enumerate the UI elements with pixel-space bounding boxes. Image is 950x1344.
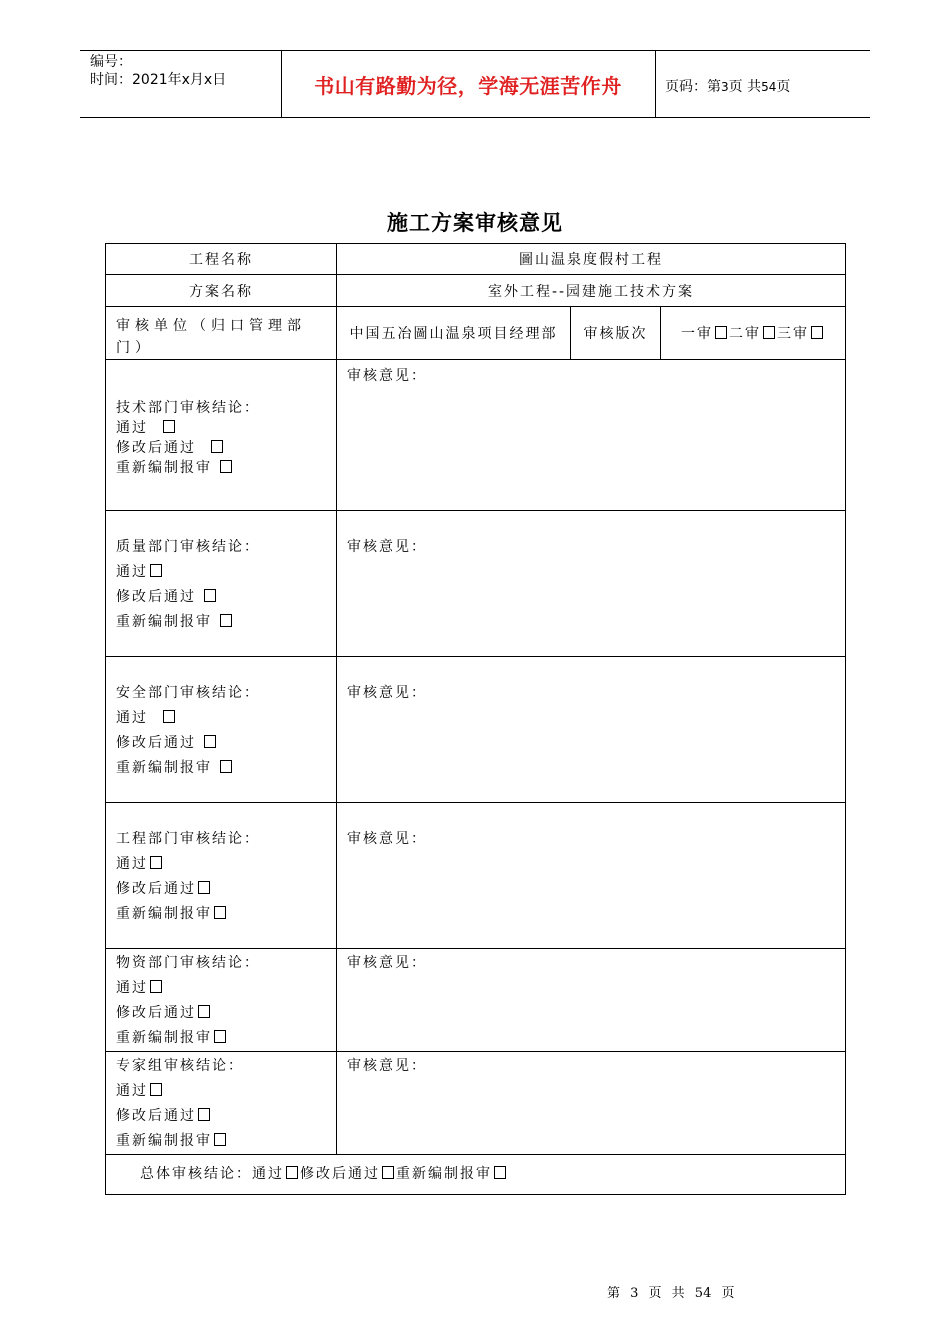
expert-modify-checkbox[interactable] [198, 1108, 210, 1121]
review-unit-label: 审核单位（归口管理部门） [106, 307, 337, 360]
tech-opinion-cell[interactable] [337, 360, 846, 511]
header-motto: 书山有路勤为径，学海无涯苦作舟 [314, 74, 622, 98]
page-current: 3 [721, 80, 729, 94]
summary-label: 总体审核结论： [140, 1166, 252, 1182]
header-top-rule [80, 50, 870, 51]
page-total: 54 [761, 80, 777, 94]
safety-pass-label: 通过 [116, 710, 148, 726]
materials-redo-label: 重新编制报审 [116, 1030, 212, 1046]
expert-group-label: 专家组审核结论： [116, 1058, 244, 1074]
plan-name-label: 方案名称 [106, 275, 337, 307]
expert-pass-label: 通过 [116, 1083, 148, 1099]
page-prefix: 页码：第 [665, 79, 721, 95]
time-label: 时间：2021年x月x日 [90, 72, 227, 88]
safety-redo-label: 重新编制报审 [116, 760, 212, 776]
quality-dept-label: 质量部门审核结论： [116, 539, 260, 555]
safety-redo-checkbox[interactable] [220, 760, 232, 773]
expert-opinion-cell[interactable] [337, 1052, 846, 1155]
engineering-redo-label: 重新编制报审 [116, 906, 212, 922]
expert-group-conclusion [106, 1052, 337, 1155]
tech-pass-checkbox[interactable] [163, 420, 175, 433]
row-project-name [106, 244, 846, 275]
expert-pass-checkbox[interactable] [150, 1083, 162, 1096]
engineering-opinion-label: 审核意见： [347, 831, 427, 847]
row-review-unit [106, 307, 846, 360]
safety-pass-checkbox[interactable] [163, 710, 175, 723]
engineering-redo-checkbox[interactable] [214, 906, 226, 919]
header-bottom-rule [80, 117, 870, 118]
header-meta [90, 53, 226, 89]
tech-modify-checkbox[interactable] [211, 440, 223, 453]
expert-redo-label: 重新编制报审 [116, 1133, 212, 1149]
engineering-dept-conclusion [106, 803, 337, 949]
project-name-value: 圖山温泉度假村工程 [337, 244, 846, 275]
overall-summary-cell [106, 1155, 846, 1195]
row-tech-dept [106, 360, 846, 511]
version-options [661, 307, 846, 360]
tech-redo-checkbox[interactable] [220, 460, 232, 473]
row-materials-dept [106, 949, 846, 1052]
engineering-pass-label: 通过 [116, 856, 148, 872]
row-expert-group [106, 1052, 846, 1155]
quality-pass-checkbox[interactable] [150, 564, 162, 577]
safety-opinion-label: 审核意见： [347, 685, 427, 701]
summary-modify-checkbox[interactable] [382, 1166, 394, 1179]
row-plan-name [106, 275, 846, 307]
version-option-1: 一审 [681, 326, 713, 342]
number-label: 编号： [90, 54, 132, 70]
summary-pass-label: 通过 [252, 1166, 284, 1182]
materials-dept-label: 物资部门审核结论： [116, 955, 260, 971]
safety-opinion-cell[interactable] [337, 657, 846, 803]
materials-pass-label: 通过 [116, 980, 148, 996]
engineering-pass-checkbox[interactable] [150, 856, 162, 869]
page-suffix: 页 [776, 79, 791, 95]
project-name-label: 工程名称 [106, 244, 337, 275]
version-2-checkbox[interactable] [763, 326, 775, 339]
safety-dept-label: 安全部门审核结论： [116, 685, 260, 701]
quality-dept-conclusion [106, 511, 337, 657]
header-page-number [665, 76, 790, 96]
review-form-table [105, 243, 846, 1195]
document-title: 施工方案审核意见 [387, 210, 563, 235]
tech-pass-label: 通过 [116, 420, 148, 436]
plan-name-value: 室外工程--园建施工技术方案 [337, 275, 846, 307]
engineering-dept-label: 工程部门审核结论： [116, 831, 260, 847]
review-unit-value: 中国五冶圖山温泉项目经理部 [337, 307, 571, 360]
materials-modify-checkbox[interactable] [198, 1005, 210, 1018]
quality-modify-label: 修改后通过 [116, 589, 196, 605]
safety-modify-checkbox[interactable] [204, 735, 216, 748]
version-1-checkbox[interactable] [715, 326, 727, 339]
version-option-2: 二审 [729, 326, 761, 342]
summary-pass-checkbox[interactable] [286, 1166, 298, 1179]
row-overall-summary [106, 1155, 846, 1195]
materials-opinion-label: 审核意见： [347, 955, 427, 971]
quality-pass-label: 通过 [116, 564, 148, 580]
expert-opinion-label: 审核意见： [347, 1058, 427, 1074]
version-3-checkbox[interactable] [811, 326, 823, 339]
tech-dept-label: 技术部门审核结论： [116, 400, 260, 416]
tech-opinion-label: 审核意见： [347, 368, 427, 384]
summary-redo-checkbox[interactable] [494, 1166, 506, 1179]
quality-redo-checkbox[interactable] [220, 614, 232, 627]
quality-redo-label: 重新编制报审 [116, 614, 212, 630]
summary-redo-label: 重新编制报审 [396, 1166, 492, 1182]
footer-page-number: 第 3 页 共 54 页 [607, 1286, 735, 1301]
materials-redo-checkbox[interactable] [214, 1030, 226, 1043]
quality-modify-checkbox[interactable] [204, 589, 216, 602]
quality-opinion-label: 审核意见： [347, 539, 427, 555]
row-safety-dept [106, 657, 846, 803]
engineering-modify-checkbox[interactable] [198, 881, 210, 894]
row-engineering-dept [106, 803, 846, 949]
materials-dept-conclusion [106, 949, 337, 1052]
version-option-3: 三审 [777, 326, 809, 342]
tech-dept-conclusion [106, 360, 337, 511]
engineering-modify-label: 修改后通过 [116, 881, 196, 897]
summary-modify-label: 修改后通过 [300, 1166, 380, 1182]
safety-dept-conclusion [106, 657, 337, 803]
row-quality-dept [106, 511, 846, 657]
tech-redo-label: 重新编制报审 [116, 460, 212, 476]
materials-modify-label: 修改后通过 [116, 1005, 196, 1021]
expert-redo-checkbox[interactable] [214, 1133, 226, 1146]
page-mid: 页 共 [728, 79, 762, 95]
header-divider-right [655, 50, 656, 117]
engineering-opinion-cell[interactable] [337, 803, 846, 949]
materials-opinion-cell[interactable] [337, 949, 846, 1052]
expert-modify-label: 修改后通过 [116, 1108, 196, 1124]
quality-opinion-cell[interactable] [337, 511, 846, 657]
safety-modify-label: 修改后通过 [116, 735, 196, 751]
materials-pass-checkbox[interactable] [150, 980, 162, 993]
version-label: 审核版次 [571, 307, 661, 360]
tech-modify-label: 修改后通过 [116, 440, 196, 456]
